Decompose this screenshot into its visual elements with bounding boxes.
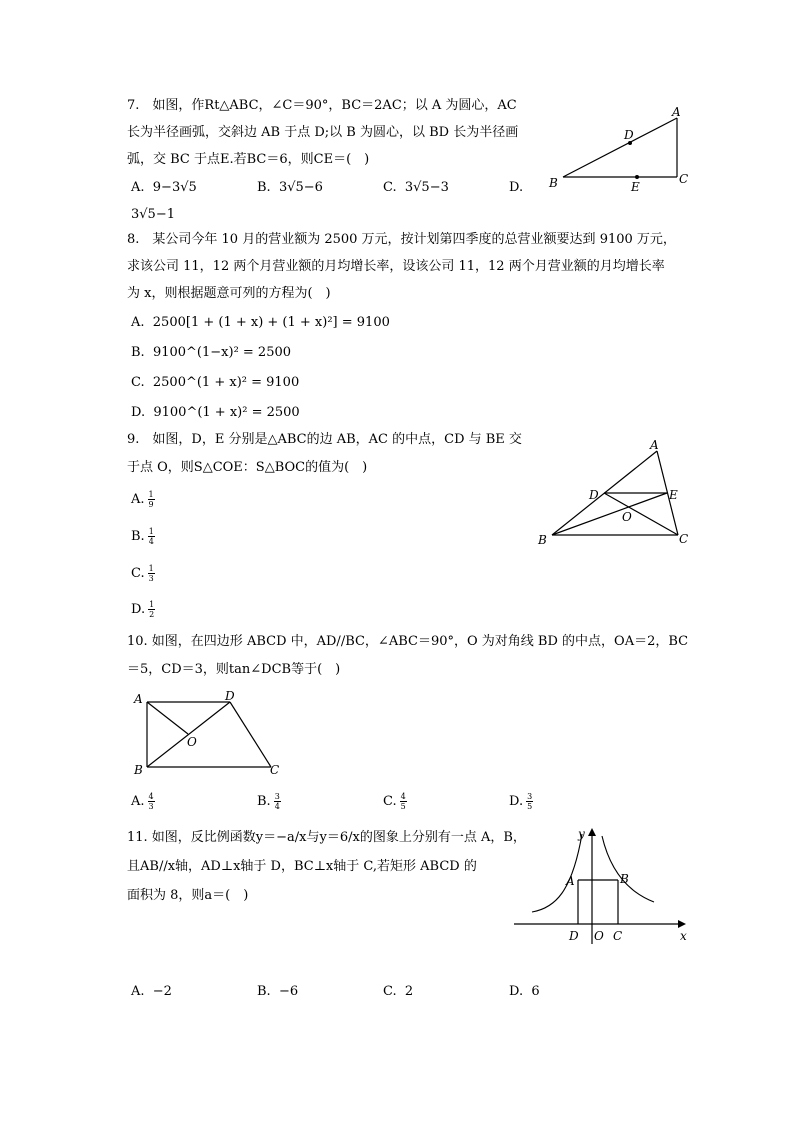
q11-option-a[interactable]: A. −2 [131,984,172,999]
q11-label-o: O [594,929,604,943]
q7-line-2: 长为半径画弧，交斜边 AB 于点 D;以 B 为圆心，以 BD 长为半径画 [127,125,519,140]
q8-option-b[interactable]: B. 9100^(1−x)² = 2500 [131,345,292,360]
q11-line-1: 11. 如图，反比例函数y＝−a/x与y＝6/x的图象上分别有一点 A，B， [127,830,526,845]
q9-label-d: D [589,488,599,502]
q9-option-a-numerator: 1 [148,490,154,499]
q10-quadrilateral-figure [125,685,295,780]
q9-option-d-denominator: 2 [149,610,155,619]
q7-label-e: E [631,180,640,194]
q10-line-1: 10. 如图，在四边形 ABCD 中，AD//BC，∠ABC＝90°，O 为对角线 BD 的中点，OA＝2，BC [127,634,689,649]
q7-triangle-figure [540,100,700,195]
q7-label-c: C [679,172,689,186]
q9-line-1: 9. 如图，D，E 分别是△ABC的边 AB，AC 的中点，CD 与 BE 交 [127,432,522,447]
q9-option-d[interactable] [131,600,155,619]
q10-option-a[interactable] [131,792,155,811]
q7-label-d: D [624,128,634,142]
q11-label-x: x [680,929,687,943]
q8-option-a[interactable]: A. 2500[1 + (1 + x) + (1 + x)²] = 9100 [131,315,390,330]
q7-line-1: 7. 如图，作Rt△ABC，∠C＝90°，BC＝2AC；以 A 为圆心，AC [127,98,517,113]
q8-option-d[interactable]: D. 9100^(1 + x)² = 2500 [131,405,300,420]
q10-option-c[interactable] [383,792,407,811]
q11-graph-figure [510,822,700,947]
q9-label-e: E [669,488,678,502]
q9-option-b-numerator: 1 [148,527,154,536]
q9-option-c-numerator: 1 [148,564,154,573]
q10-option-c-denominator: 5 [400,802,406,811]
q9-option-b-denominator: 4 [148,537,154,546]
q11-label-y: y [578,827,585,841]
q9-option-c[interactable] [131,564,155,583]
q10-option-b-label: B. [257,794,271,809]
q7-option-d-continued: 3√5−1 [131,207,175,222]
q10-label-b: B [134,763,143,777]
q9-label-c: C [679,532,689,546]
q9-label-b: B [538,533,547,547]
q11-option-b[interactable]: B. −6 [257,984,299,999]
q10-label-a: A [134,692,143,706]
q9-option-a-label: A. [131,492,145,507]
q11-label-b: B [620,872,629,886]
q10-line-2: ＝5，CD＝3，则tan∠DCB等于( ) [127,662,341,677]
q10-option-d-denominator: 5 [527,802,533,811]
q9-option-c-denominator: 3 [148,574,154,583]
q8-option-c[interactable]: C. 2500^(1 + x)² = 9100 [131,375,300,390]
q11-label-c: C [613,929,623,943]
q9-line-2: 于点 O，则S△COE：S△BOC的值为( ) [127,460,368,475]
q10-option-b-numerator: 3 [274,792,280,801]
q11-line-3: 面积为 8，则a＝( ) [127,888,249,903]
q7-option-b[interactable]: B. 3√5−6 [257,180,323,195]
q9-option-c-label: C. [131,566,145,581]
q7-option-d[interactable]: D. [509,180,524,195]
q10-option-d[interactable] [509,792,533,811]
q9-option-a[interactable] [131,490,155,509]
q10-option-b[interactable] [257,792,281,811]
q7-label-a: A [672,105,681,119]
q9-option-b[interactable] [131,527,155,546]
q7-label-b: B [549,176,558,190]
q10-option-a-denominator: 3 [148,802,154,811]
q11-label-a: A [566,874,575,888]
q10-option-b-denominator: 4 [274,802,280,811]
q10-option-c-label: C. [383,794,397,809]
q8-line-3: 为 x，则根据题意可列的方程为( ) [127,286,331,301]
q8-line-2: 求该公司 11，12 两个月营业额的月均增长率，设该公司 11，12 两个月营业额的月均增长率 [127,259,665,274]
q11-label-d: D [569,929,579,943]
q9-option-d-numerator: 1 [149,600,155,609]
q11-option-d[interactable]: D. 6 [509,984,540,999]
q10-option-d-label: D. [509,794,524,809]
q10-option-c-numerator: 4 [400,792,406,801]
q10-label-c: C [270,763,280,777]
q7-option-a[interactable]: A. 9−3√5 [131,180,197,195]
q10-option-a-numerator: 4 [148,792,154,801]
q9-triangle-figure [530,435,700,550]
q11-option-c[interactable]: C. 2 [383,984,414,999]
q9-option-d-label: D. [131,602,146,617]
q10-option-a-label: A. [131,794,145,809]
q9-label-a: A [650,438,659,452]
q7-line-3: 弧，交 BC 于点E.若BC＝6，则CE＝( ) [127,152,370,167]
q9-label-o: O [622,510,632,524]
q10-label-d: D [225,689,235,703]
q11-line-2: 且AB//x轴，AD⊥x轴于 D，BC⊥x轴于 C,若矩形 ABCD 的 [127,859,477,874]
q7-option-c[interactable]: C. 3√5−3 [383,180,449,195]
q10-label-o: O [187,735,197,749]
q9-option-a-denominator: 9 [148,500,154,509]
q10-option-d-numerator: 3 [527,792,533,801]
q8-line-1: 8. 某公司今年 10 月的营业额为 2500 万元，按计划第四季度的总营业额要达到 9100 万元， [127,232,676,247]
q9-option-b-label: B. [131,529,145,544]
